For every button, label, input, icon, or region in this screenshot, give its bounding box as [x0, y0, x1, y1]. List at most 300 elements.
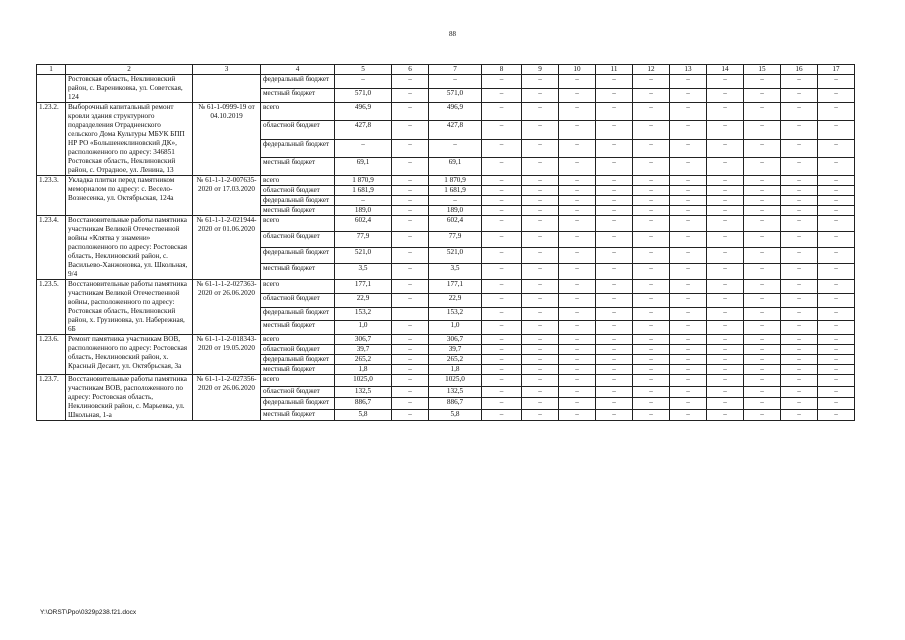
value-col-14: – — [707, 121, 744, 139]
value-col-13: – — [670, 355, 707, 365]
value-col-9: – — [522, 335, 559, 345]
value-col-5: 77,9 — [335, 232, 392, 248]
value-col-11: – — [596, 280, 633, 294]
value-col-17: – — [818, 248, 855, 264]
value-col-5: 521,0 — [335, 248, 392, 264]
column-header-4: 4 — [261, 65, 335, 75]
value-col-8: – — [482, 398, 522, 410]
value-col-14: – — [707, 206, 744, 216]
funding-source: местный бюджет — [261, 321, 335, 335]
value-col-10: – — [559, 157, 596, 175]
value-col-16: – — [781, 345, 818, 355]
value-col-10: – — [559, 375, 596, 387]
value-col-16: – — [781, 321, 818, 335]
value-col-9: – — [522, 89, 559, 103]
funding-source: местный бюджет — [261, 264, 335, 280]
value-col-15: – — [744, 157, 781, 175]
value-col-9: – — [522, 121, 559, 139]
value-col-6: – — [392, 75, 429, 89]
value-col-13: – — [670, 398, 707, 410]
value-col-5: 886,7 — [335, 398, 392, 410]
value-col-13: – — [670, 157, 707, 175]
value-col-13: – — [670, 75, 707, 89]
value-col-17: – — [818, 409, 855, 421]
value-col-9: – — [522, 157, 559, 175]
value-col-8: – — [482, 293, 522, 307]
funding-source: всего — [261, 103, 335, 121]
value-col-10: – — [559, 103, 596, 121]
value-col-6: – — [392, 375, 429, 387]
value-col-9: – — [522, 216, 559, 232]
value-col-12: – — [633, 216, 670, 232]
column-header-12: 12 — [633, 65, 670, 75]
value-col-13: – — [670, 206, 707, 216]
value-col-10: – — [559, 176, 596, 186]
column-header-10: 10 — [559, 65, 596, 75]
value-col-15: – — [744, 186, 781, 196]
funding-source: местный бюджет — [261, 157, 335, 175]
value-col-14: – — [707, 232, 744, 248]
value-col-13: – — [670, 176, 707, 186]
funding-source: всего — [261, 176, 335, 186]
value-col-16: – — [781, 206, 818, 216]
value-col-9: – — [522, 264, 559, 280]
value-col-5: 496,9 — [335, 103, 392, 121]
object-description: Восстановительные работы памятника участникам Великой Отечественной войны «Клятва у знамени» расположенного по адресу: Ростовская область, Неклиновский район, с. Васильево-Ханжоновка, ул. Школьная, 9/4 — [66, 216, 193, 280]
item-number: 1.23.5. — [37, 280, 66, 335]
value-col-9: – — [522, 293, 559, 307]
value-col-10: – — [559, 307, 596, 321]
value-col-14: – — [707, 355, 744, 365]
column-header-14: 14 — [707, 65, 744, 75]
value-col-9: – — [522, 307, 559, 321]
value-col-8: – — [482, 75, 522, 89]
value-col-7: 132,5 — [429, 386, 482, 398]
value-col-15: – — [744, 75, 781, 89]
value-col-14: – — [707, 75, 744, 89]
value-col-11: – — [596, 206, 633, 216]
value-col-14: – — [707, 186, 744, 196]
value-col-5: 5,8 — [335, 409, 392, 421]
table-row — [37, 335, 855, 345]
value-col-16: – — [781, 375, 818, 387]
value-col-11: – — [596, 409, 633, 421]
value-col-5: – — [335, 75, 392, 89]
value-col-13: – — [670, 321, 707, 335]
value-col-11: – — [596, 375, 633, 387]
document-reference: № 61-1-1-2-018343-2020 от 19.05.2020 — [193, 335, 261, 375]
value-col-9: – — [522, 196, 559, 206]
column-header-15: 15 — [744, 65, 781, 75]
value-col-5: 1,0 — [335, 321, 392, 335]
value-col-13: – — [670, 121, 707, 139]
object-description: Ремонт памятника участникам ВОВ, расположенного по адресу: Ростовская область, Неклиновский район, х. Красный Десант, ул. Октябрьская, 3а — [66, 335, 193, 375]
value-col-9: – — [522, 139, 559, 157]
table-row — [37, 280, 855, 294]
funding-source: областной бюджет — [261, 232, 335, 248]
value-col-11: – — [596, 355, 633, 365]
value-col-11: – — [596, 121, 633, 139]
value-col-12: – — [633, 176, 670, 186]
value-col-13: – — [670, 365, 707, 375]
value-col-6: – — [392, 186, 429, 196]
value-col-6: – — [392, 139, 429, 157]
value-col-12: – — [633, 89, 670, 103]
document-reference: № 61-1-1-2-007635-2020 от 17.03.2020 — [193, 176, 261, 216]
value-col-10: – — [559, 186, 596, 196]
value-col-7: 3,5 — [429, 264, 482, 280]
value-col-9: – — [522, 103, 559, 121]
document-reference: № 61-1-1-2-021944-2020 от 01.06.2020 — [193, 216, 261, 280]
value-col-10: – — [559, 75, 596, 89]
value-col-17: – — [818, 103, 855, 121]
value-col-7: 602,4 — [429, 216, 482, 232]
funding-source: областной бюджет — [261, 186, 335, 196]
value-col-12: – — [633, 375, 670, 387]
value-col-12: – — [633, 248, 670, 264]
value-col-11: – — [596, 386, 633, 398]
value-col-10: – — [559, 386, 596, 398]
budget-table — [36, 64, 855, 421]
value-col-14: – — [707, 335, 744, 345]
value-col-13: – — [670, 345, 707, 355]
value-col-10: – — [559, 321, 596, 335]
value-col-17: – — [818, 121, 855, 139]
value-col-12: – — [633, 196, 670, 206]
value-col-6: – — [392, 89, 429, 103]
value-col-12: – — [633, 206, 670, 216]
value-col-16: – — [781, 409, 818, 421]
value-col-8: – — [482, 335, 522, 345]
value-col-9: – — [522, 386, 559, 398]
value-col-12: – — [633, 365, 670, 375]
value-col-5: 69,1 — [335, 157, 392, 175]
value-col-14: – — [707, 176, 744, 186]
value-col-16: – — [781, 103, 818, 121]
value-col-17: – — [818, 264, 855, 280]
value-col-12: – — [633, 75, 670, 89]
value-col-15: – — [744, 216, 781, 232]
funding-source: областной бюджет — [261, 386, 335, 398]
value-col-17: – — [818, 375, 855, 387]
page-number: 88 — [449, 30, 456, 38]
value-col-7: 886,7 — [429, 398, 482, 410]
value-col-8: – — [482, 89, 522, 103]
value-col-9: – — [522, 409, 559, 421]
value-col-8: – — [482, 280, 522, 294]
value-col-6: – — [392, 103, 429, 121]
item-number: 1.23.7. — [37, 375, 66, 421]
value-col-6: – — [392, 216, 429, 232]
value-col-14: – — [707, 89, 744, 103]
value-col-9: – — [522, 186, 559, 196]
value-col-10: – — [559, 89, 596, 103]
value-col-10: – — [559, 196, 596, 206]
value-col-9: – — [522, 321, 559, 335]
value-col-14: – — [707, 375, 744, 387]
value-col-14: – — [707, 293, 744, 307]
value-col-6: – — [392, 398, 429, 410]
value-col-15: – — [744, 345, 781, 355]
item-number — [37, 75, 66, 103]
value-col-15: – — [744, 386, 781, 398]
column-header-1: 1 — [37, 65, 66, 75]
table-header-row — [37, 65, 855, 75]
value-col-13: – — [670, 375, 707, 387]
value-col-12: – — [633, 121, 670, 139]
value-col-10: – — [559, 355, 596, 365]
value-col-6: – — [392, 264, 429, 280]
value-col-15: – — [744, 280, 781, 294]
value-col-7: 22,9 — [429, 293, 482, 307]
value-col-11: – — [596, 293, 633, 307]
value-col-11: – — [596, 75, 633, 89]
value-col-15: – — [744, 307, 781, 321]
value-col-6: – — [392, 321, 429, 335]
value-col-16: – — [781, 365, 818, 375]
value-col-13: – — [670, 216, 707, 232]
value-col-16: – — [781, 398, 818, 410]
funding-source: федеральный бюджет — [261, 248, 335, 264]
value-col-5: 1 681,9 — [335, 186, 392, 196]
value-col-17: – — [818, 196, 855, 206]
object-description: Ростовская область, Неклиновский район, с. Варениковка, ул. Советская, 124 — [66, 75, 193, 103]
value-col-15: – — [744, 196, 781, 206]
value-col-11: – — [596, 307, 633, 321]
value-col-7: 265,2 — [429, 355, 482, 365]
value-col-12: – — [633, 335, 670, 345]
value-col-12: – — [633, 232, 670, 248]
value-col-13: – — [670, 307, 707, 321]
value-col-15: – — [744, 409, 781, 421]
value-col-9: – — [522, 75, 559, 89]
value-col-8: – — [482, 355, 522, 365]
value-col-13: – — [670, 280, 707, 294]
value-col-8: – — [482, 196, 522, 206]
value-col-7: 1,8 — [429, 365, 482, 375]
column-header-13: 13 — [670, 65, 707, 75]
value-col-11: – — [596, 216, 633, 232]
value-col-17: – — [818, 386, 855, 398]
value-col-17: – — [818, 206, 855, 216]
funding-source: местный бюджет — [261, 409, 335, 421]
value-col-16: – — [781, 75, 818, 89]
value-col-5: 427,8 — [335, 121, 392, 139]
value-col-9: – — [522, 345, 559, 355]
value-col-16: – — [781, 293, 818, 307]
value-col-8: – — [482, 206, 522, 216]
value-col-17: – — [818, 216, 855, 232]
funding-source: областной бюджет — [261, 121, 335, 139]
value-col-7: 1,0 — [429, 321, 482, 335]
value-col-8: – — [482, 157, 522, 175]
value-col-12: – — [633, 307, 670, 321]
value-col-12: – — [633, 186, 670, 196]
value-col-17: – — [818, 75, 855, 89]
value-col-12: – — [633, 293, 670, 307]
item-number: 1.23.2. — [37, 103, 66, 176]
value-col-17: – — [818, 186, 855, 196]
value-col-6: – — [392, 280, 429, 294]
value-col-10: – — [559, 139, 596, 157]
value-col-13: – — [670, 264, 707, 280]
value-col-6 — [392, 307, 429, 321]
value-col-11: – — [596, 139, 633, 157]
value-col-11: – — [596, 248, 633, 264]
file-path-footer: Y:\ORST\Ppo\0329p238.f21.docx — [40, 609, 137, 616]
value-col-15: – — [744, 321, 781, 335]
value-col-16: – — [781, 280, 818, 294]
value-col-10: – — [559, 365, 596, 375]
value-col-7: 496,9 — [429, 103, 482, 121]
value-col-10: – — [559, 248, 596, 264]
value-col-17: – — [818, 293, 855, 307]
value-col-17: – — [818, 365, 855, 375]
value-col-7: – — [429, 196, 482, 206]
value-col-11: – — [596, 335, 633, 345]
value-col-5: – — [335, 196, 392, 206]
value-col-13: – — [670, 409, 707, 421]
value-col-10: – — [559, 216, 596, 232]
object-description: Укладка плитки перед памятником мемориалом по адресу: с. Весело-Вознесенка, ул. Октябрьская, 124а — [66, 176, 193, 216]
value-col-15: – — [744, 335, 781, 345]
value-col-12: – — [633, 355, 670, 365]
value-col-12: – — [633, 386, 670, 398]
value-col-13: – — [670, 386, 707, 398]
value-col-11: – — [596, 186, 633, 196]
value-col-9: – — [522, 375, 559, 387]
value-col-13: – — [670, 89, 707, 103]
value-col-14: – — [707, 280, 744, 294]
value-col-12: – — [633, 280, 670, 294]
value-col-13: – — [670, 248, 707, 264]
value-col-8: – — [482, 264, 522, 280]
value-col-13: – — [670, 232, 707, 248]
value-col-6: – — [392, 386, 429, 398]
value-col-5: 265,2 — [335, 355, 392, 365]
column-header-5: 5 — [335, 65, 392, 75]
value-col-7: – — [429, 139, 482, 157]
table-row — [37, 75, 855, 89]
value-col-8: – — [482, 216, 522, 232]
column-header-9: 9 — [522, 65, 559, 75]
value-col-9: – — [522, 365, 559, 375]
value-col-14: – — [707, 139, 744, 157]
value-col-7: 521,0 — [429, 248, 482, 264]
funding-source: всего — [261, 335, 335, 345]
value-col-11: – — [596, 176, 633, 186]
funding-source: федеральный бюджет — [261, 355, 335, 365]
value-col-8: – — [482, 139, 522, 157]
document-reference: № 61-1-1-2-027356-2020 от 26.06.2020 — [193, 375, 261, 421]
funding-source: местный бюджет — [261, 89, 335, 103]
value-col-14: – — [707, 216, 744, 232]
document-reference — [193, 75, 261, 103]
table-row — [37, 216, 855, 232]
value-col-15: – — [744, 264, 781, 280]
column-header-6: 6 — [392, 65, 429, 75]
value-col-13: – — [670, 196, 707, 206]
value-col-11: – — [596, 196, 633, 206]
value-col-12: – — [633, 345, 670, 355]
value-col-15: – — [744, 232, 781, 248]
value-col-12: – — [633, 264, 670, 280]
value-col-14: – — [707, 264, 744, 280]
value-col-16: – — [781, 196, 818, 206]
value-col-7: 1 870,9 — [429, 176, 482, 186]
value-col-15: – — [744, 365, 781, 375]
value-col-16: – — [781, 386, 818, 398]
value-col-11: – — [596, 157, 633, 175]
value-col-10: – — [559, 409, 596, 421]
funding-source: федеральный бюджет — [261, 398, 335, 410]
value-col-17: – — [818, 89, 855, 103]
value-col-10: – — [559, 264, 596, 280]
value-col-5: 22,9 — [335, 293, 392, 307]
value-col-16: – — [781, 355, 818, 365]
value-col-14: – — [707, 307, 744, 321]
value-col-16: – — [781, 335, 818, 345]
value-col-8: – — [482, 345, 522, 355]
value-col-8: – — [482, 186, 522, 196]
value-col-8: – — [482, 307, 522, 321]
value-col-12: – — [633, 103, 670, 121]
document-reference: № 61-1-1-2-027363-2020 от 26.06.2020 — [193, 280, 261, 335]
value-col-7: 1025,0 — [429, 375, 482, 387]
value-col-5: 3,5 — [335, 264, 392, 280]
value-col-14: – — [707, 398, 744, 410]
value-col-15: – — [744, 375, 781, 387]
funding-source: всего — [261, 280, 335, 294]
value-col-5: 153,2 — [335, 307, 392, 321]
funding-source: местный бюджет — [261, 365, 335, 375]
item-number: 1.23.4. — [37, 216, 66, 280]
value-col-13: – — [670, 139, 707, 157]
column-header-8: 8 — [482, 65, 522, 75]
value-col-15: – — [744, 398, 781, 410]
funding-source: федеральный бюджет — [261, 75, 335, 89]
value-col-13: – — [670, 335, 707, 345]
value-col-10: – — [559, 232, 596, 248]
value-col-6: – — [392, 293, 429, 307]
funding-source: областной бюджет — [261, 345, 335, 355]
document-reference: № 61-1-0999-19 от 04.10.2019 — [193, 103, 261, 176]
value-col-7: 1 681,9 — [429, 186, 482, 196]
value-col-8: – — [482, 248, 522, 264]
value-col-15: – — [744, 139, 781, 157]
value-col-7: 69,1 — [429, 157, 482, 175]
value-col-15: – — [744, 293, 781, 307]
value-col-9: – — [522, 248, 559, 264]
table-row — [37, 176, 855, 186]
value-col-17: – — [818, 307, 855, 321]
value-col-5: 571,0 — [335, 89, 392, 103]
object-description: Восстановительные работы памятника участникам ВОВ, расположенного по адресу: Ростовская область, Неклиновский район, с. Марьевка, ул. Школьная, 1-а — [66, 375, 193, 421]
value-col-17: – — [818, 321, 855, 335]
value-col-12: – — [633, 409, 670, 421]
value-col-15: – — [744, 89, 781, 103]
value-col-16: – — [781, 176, 818, 186]
value-col-14: – — [707, 321, 744, 335]
object-description: Восстановительные работы памятника участникам Великой Отечественной войны, расположенного по адресу: Ростовская область, Неклиновский район, х. Грузиновка, ул. Набережная, 6Б — [66, 280, 193, 335]
value-col-5: 1025,0 — [335, 375, 392, 387]
table-row — [37, 103, 855, 121]
value-col-11: – — [596, 398, 633, 410]
value-col-10: – — [559, 206, 596, 216]
value-col-8: – — [482, 232, 522, 248]
value-col-7: 571,0 — [429, 89, 482, 103]
value-col-16: – — [781, 232, 818, 248]
